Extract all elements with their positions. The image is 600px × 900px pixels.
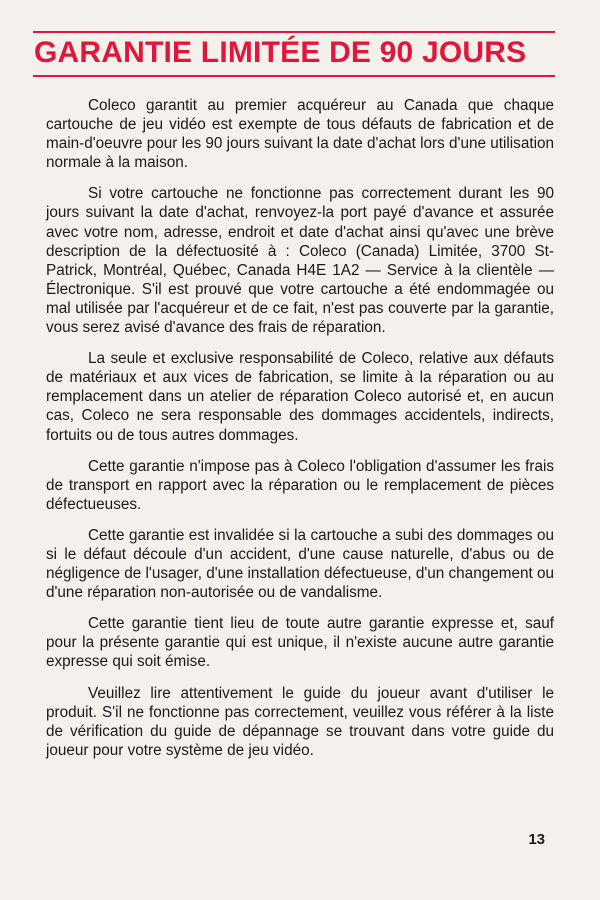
paragraph-invalidation: Cette garantie est invalidée si la cartouche a subi des dommages ou si le défaut découle d'un accident, d'une cause naturelle, d'abus ou de négligence de l'usager, d'une installation défectueuse, d'un changement ou d'une réparation non-autorisée ou de vandalisme. [46, 526, 554, 602]
paragraph-exclusivity: Cette garantie tient lieu de toute autre garantie expresse et, sauf pour la présente garantie qui est unique, il n'existe aucune autre garantie expresse qui soit émise. [46, 615, 554, 671]
paragraph-transport: Cette garantie n'impose pas à Coleco l'obligation d'assumer les frais de transport en rapport avec la réparation ou le remplacement de pièces défectueuses. [46, 457, 554, 513]
paragraph-return-procedure: Si votre cartouche ne fonctionne pas correctement durant les 90 jours suivant la date d'achat, renvoyez-la port payé d'avance et assurée avec votre nom, adresse, endroit et date d'achat ainsi qu'avec une brève description de la défectuosité à : Coleco (Canada) Limitée, 3700 St-Patrick, Montréal, Québec, Canada H4E 1A2 — Service à la clientèle — Électronique. S'il est prouvé que votre cartouche a été endommagée ou mal utilisée par l'acquéreur et de ce fait, n'est pas couverte par la garantie, vous serez avisé d'avance des frais de réparation. [46, 185, 554, 337]
page-number: 13 [528, 831, 545, 848]
title-bottom-rule [33, 75, 555, 77]
warranty-body [46, 96, 554, 772]
paragraph-guide: Veuillez lire attentivement le guide du joueur avant d'utiliser le produit. S'il ne fonctionne pas correctement, veuillez vous référer à la liste de vérification du guide de dépannage se trouvant dans votre guide du joueur pour votre système de jeu vidéo. [46, 684, 554, 759]
paragraph-liability: La seule et exclusive responsabilité de Coleco, relative aux défauts de matériaux et aux vices de fabrication, se limite à la réparation ou au remplacement dans un atelier de réparation Coleco autorisé et, en aucun cas, Coleco ne sera responsable des dommages accidentels, indirects, fortuits ou de tous autres dommages. [46, 350, 554, 444]
page-title: GARANTIE LIMITÉE DE 90 JOURS [34, 36, 527, 69]
paragraph-coverage: Coleco garantit au premier acquéreur au Canada que chaque cartouche de jeu vidéo est exempte de tous défauts de fabrication et de main-d'oeuvre pour les 90 jours suivant la date d'achat lors d'une utilisation normale à la maison. [46, 97, 554, 172]
